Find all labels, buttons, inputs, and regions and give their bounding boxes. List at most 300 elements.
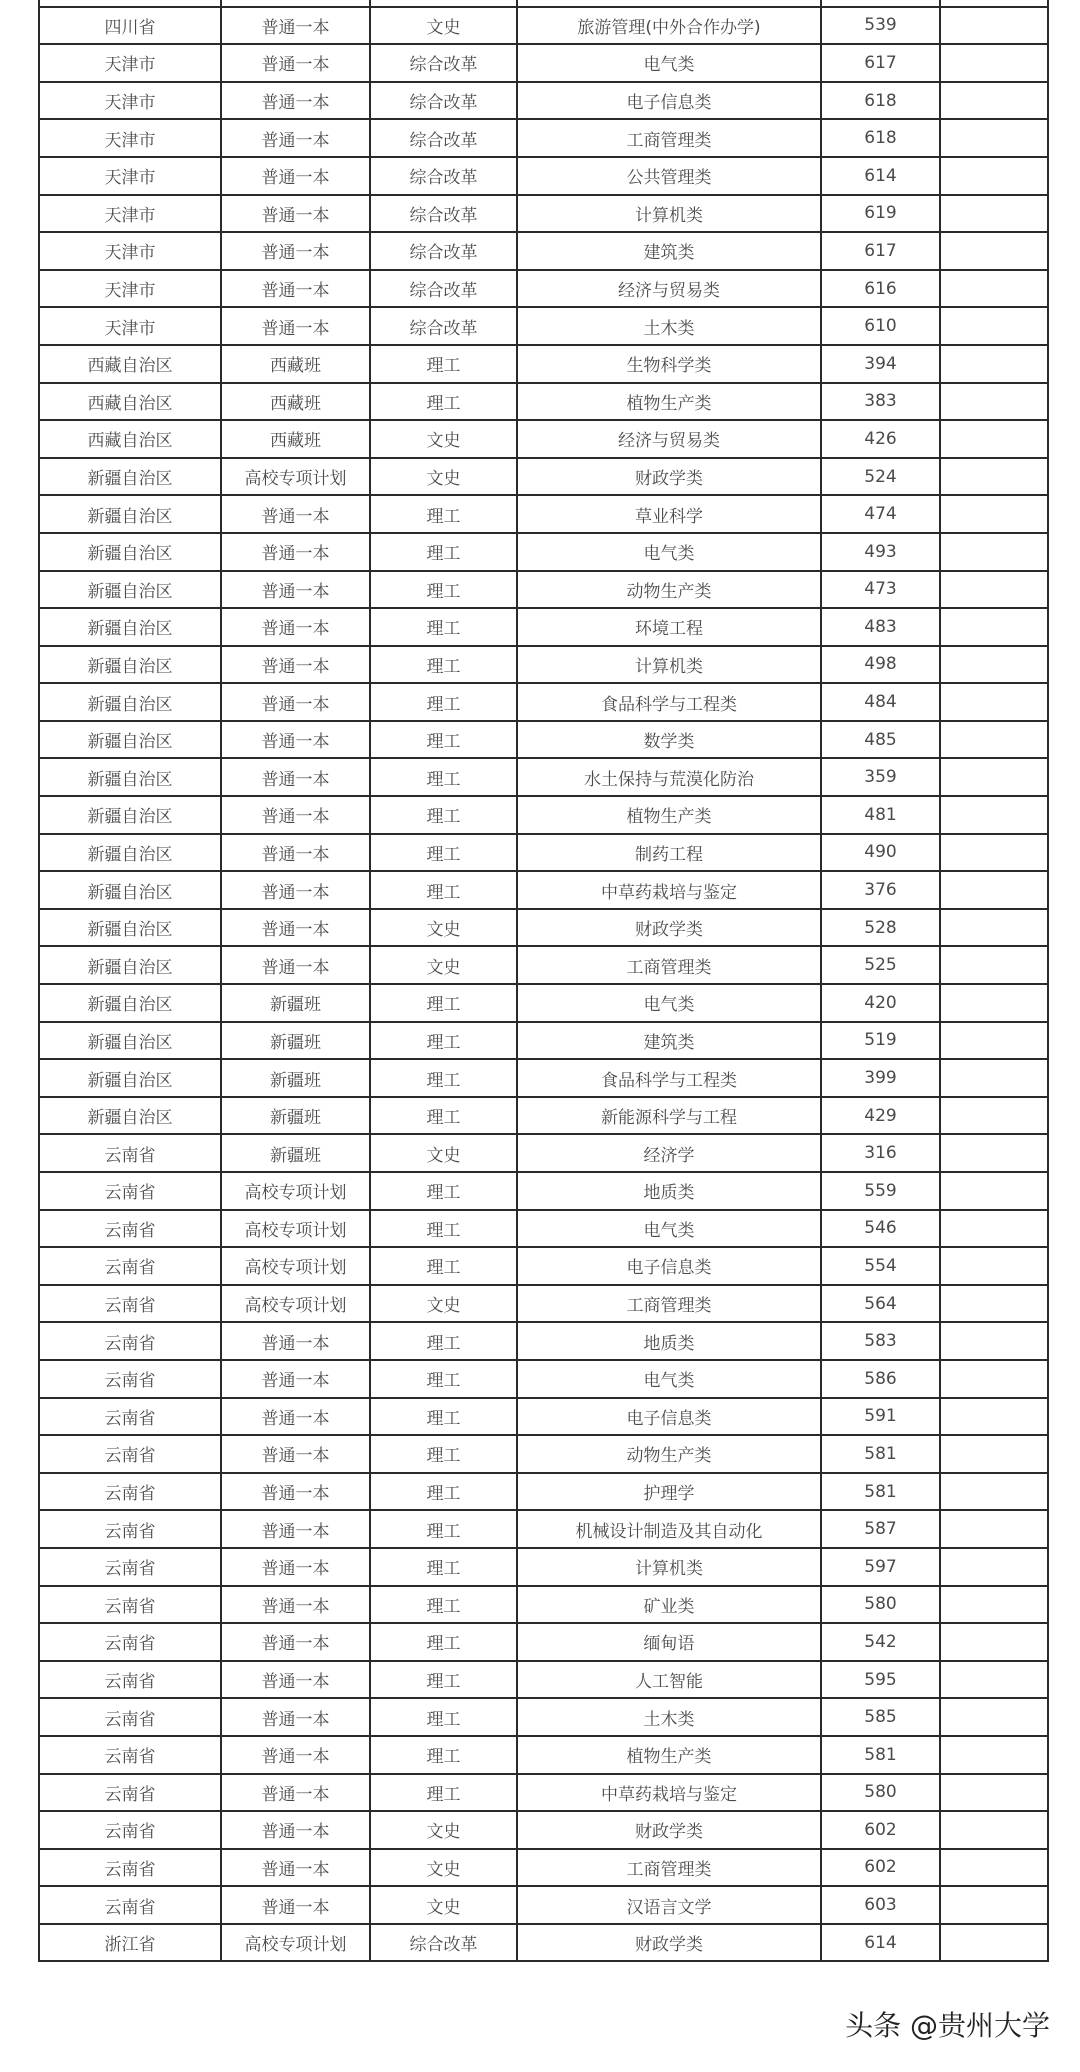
cell-province: 云南省 — [39, 1548, 221, 1586]
cell-subject: 文史 — [370, 1811, 517, 1849]
cell-score: 617 — [821, 44, 940, 82]
cell-score: 542 — [821, 1623, 940, 1661]
cell-remark — [940, 307, 1048, 345]
cell-subject: 综合改革 — [370, 232, 517, 270]
cell-batch: 普通一本 — [221, 307, 370, 345]
cell-subject: 综合改革 — [370, 1924, 517, 1962]
cell-remark — [940, 796, 1048, 834]
cell-batch: 普通一本 — [221, 44, 370, 82]
cell-major: 草业科学 — [517, 495, 821, 533]
cell-province: 云南省 — [39, 1661, 221, 1699]
table-row — [39, 495, 1048, 533]
cell-province: 天津市 — [39, 44, 221, 82]
cell-province: 云南省 — [39, 1736, 221, 1774]
cell-province: 云南省 — [39, 1285, 221, 1323]
cell-remark — [940, 44, 1048, 82]
cell-score: 614 — [821, 1924, 940, 1962]
cell-batch: 普通一本 — [221, 909, 370, 947]
cell-batch: 普通一本 — [221, 1398, 370, 1436]
cell-subject: 理工 — [370, 533, 517, 571]
cell-subject: 理工 — [370, 1774, 517, 1812]
cell-province: 天津市 — [39, 157, 221, 195]
cell-subject: 理工 — [370, 1510, 517, 1548]
cell-empty — [821, 0, 940, 7]
cell-major: 电气类 — [517, 984, 821, 1022]
table-row — [39, 1698, 1048, 1736]
cell-remark — [940, 1811, 1048, 1849]
cell-score: 602 — [821, 1811, 940, 1849]
cell-subject: 综合改革 — [370, 82, 517, 120]
cell-batch: 新疆班 — [221, 1134, 370, 1172]
cell-province: 云南省 — [39, 1134, 221, 1172]
table-row — [39, 1886, 1048, 1924]
cell-province: 云南省 — [39, 1247, 221, 1285]
cell-subject: 文史 — [370, 1849, 517, 1887]
cell-major: 旅游管理(中外合作办学) — [517, 7, 821, 45]
cell-major: 食品科学与工程类 — [517, 1059, 821, 1097]
cell-batch: 普通一本 — [221, 1661, 370, 1699]
cell-score: 559 — [821, 1172, 940, 1210]
table-row — [39, 834, 1048, 872]
cell-subject: 理工 — [370, 383, 517, 421]
cell-major: 经济与贸易类 — [517, 420, 821, 458]
cell-batch: 普通一本 — [221, 1360, 370, 1398]
cell-subject: 综合改革 — [370, 157, 517, 195]
table-row — [39, 721, 1048, 759]
cell-remark — [940, 195, 1048, 233]
cell-province: 新疆自治区 — [39, 984, 221, 1022]
cell-major: 矿业类 — [517, 1586, 821, 1624]
cell-subject: 理工 — [370, 1022, 517, 1060]
table-row — [39, 1172, 1048, 1210]
table-row — [39, 1473, 1048, 1511]
cell-remark — [940, 608, 1048, 646]
cell-subject: 综合改革 — [370, 307, 517, 345]
cell-major: 计算机类 — [517, 195, 821, 233]
cell-remark — [940, 946, 1048, 984]
cell-subject: 理工 — [370, 608, 517, 646]
cell-remark — [940, 420, 1048, 458]
cell-major: 电气类 — [517, 44, 821, 82]
table-row — [39, 1811, 1048, 1849]
cell-major: 中草药栽培与鉴定 — [517, 1774, 821, 1812]
cell-empty — [370, 0, 517, 7]
cell-subject: 理工 — [370, 758, 517, 796]
table-row — [39, 796, 1048, 834]
cell-remark — [940, 1435, 1048, 1473]
cell-batch: 普通一本 — [221, 946, 370, 984]
cell-major: 财政学类 — [517, 909, 821, 947]
cell-remark — [940, 1849, 1048, 1887]
cell-score: 490 — [821, 834, 940, 872]
cell-score: 619 — [821, 195, 940, 233]
cell-score: 484 — [821, 683, 940, 721]
cell-major: 水土保持与荒漠化防治 — [517, 758, 821, 796]
table-row — [39, 1924, 1048, 1962]
table-row — [39, 0, 1048, 7]
cell-major: 建筑类 — [517, 232, 821, 270]
cell-subject: 理工 — [370, 1322, 517, 1360]
cell-remark — [940, 1398, 1048, 1436]
cell-major: 公共管理类 — [517, 157, 821, 195]
cell-batch: 普通一本 — [221, 1736, 370, 1774]
table-row — [39, 683, 1048, 721]
cell-batch: 普通一本 — [221, 1435, 370, 1473]
cell-remark — [940, 571, 1048, 609]
cell-batch: 普通一本 — [221, 871, 370, 909]
cell-subject: 理工 — [370, 1548, 517, 1586]
cell-score: 618 — [821, 82, 940, 120]
cell-remark — [940, 1059, 1048, 1097]
cell-subject: 理工 — [370, 871, 517, 909]
cell-subject: 理工 — [370, 1398, 517, 1436]
cell-subject: 理工 — [370, 1473, 517, 1511]
cell-subject: 综合改革 — [370, 270, 517, 308]
cell-province: 浙江省 — [39, 1924, 221, 1962]
cell-major: 地质类 — [517, 1172, 821, 1210]
table-row — [39, 1097, 1048, 1135]
cell-province: 西藏自治区 — [39, 383, 221, 421]
table-row — [39, 420, 1048, 458]
table-row — [39, 758, 1048, 796]
cell-province: 新疆自治区 — [39, 909, 221, 947]
cell-major: 制药工程 — [517, 834, 821, 872]
cell-score: 597 — [821, 1548, 940, 1586]
table-row — [39, 984, 1048, 1022]
cell-remark — [940, 758, 1048, 796]
cell-remark — [940, 1322, 1048, 1360]
cell-remark — [940, 1210, 1048, 1248]
cell-batch: 新疆班 — [221, 1097, 370, 1135]
cell-remark — [940, 1360, 1048, 1398]
cell-batch: 普通一本 — [221, 796, 370, 834]
table-row — [39, 1586, 1048, 1624]
cell-subject: 理工 — [370, 1210, 517, 1248]
cell-major: 财政学类 — [517, 1924, 821, 1962]
cell-score: 546 — [821, 1210, 940, 1248]
cell-remark — [940, 1548, 1048, 1586]
cell-subject: 理工 — [370, 1623, 517, 1661]
cell-major: 植物生产类 — [517, 796, 821, 834]
cell-major: 护理学 — [517, 1473, 821, 1511]
cell-score: 316 — [821, 1134, 940, 1172]
cell-major: 人工智能 — [517, 1661, 821, 1699]
cell-province: 云南省 — [39, 1774, 221, 1812]
cell-subject: 文史 — [370, 458, 517, 496]
cell-province: 云南省 — [39, 1322, 221, 1360]
cell-score: 554 — [821, 1247, 940, 1285]
cell-remark — [940, 1586, 1048, 1624]
cell-major: 电气类 — [517, 533, 821, 571]
cell-batch: 高校专项计划 — [221, 1247, 370, 1285]
cell-subject: 文史 — [370, 1285, 517, 1323]
cell-empty — [517, 0, 821, 7]
cell-remark — [940, 1774, 1048, 1812]
cell-province: 新疆自治区 — [39, 458, 221, 496]
cell-remark — [940, 683, 1048, 721]
cell-province: 新疆自治区 — [39, 721, 221, 759]
cell-province: 云南省 — [39, 1849, 221, 1887]
cell-batch: 高校专项计划 — [221, 1285, 370, 1323]
cell-score: 498 — [821, 646, 940, 684]
cell-subject: 综合改革 — [370, 44, 517, 82]
cell-remark — [940, 646, 1048, 684]
cell-batch: 普通一本 — [221, 721, 370, 759]
cell-batch: 西藏班 — [221, 420, 370, 458]
cell-major: 动物生产类 — [517, 571, 821, 609]
cell-batch: 普通一本 — [221, 270, 370, 308]
admission-score-table — [38, 0, 1049, 1962]
cell-major: 电子信息类 — [517, 82, 821, 120]
cell-remark — [940, 834, 1048, 872]
cell-batch: 普通一本 — [221, 1548, 370, 1586]
table-row — [39, 157, 1048, 195]
cell-province: 云南省 — [39, 1510, 221, 1548]
cell-batch: 普通一本 — [221, 7, 370, 45]
cell-major: 缅甸语 — [517, 1623, 821, 1661]
cell-province: 新疆自治区 — [39, 758, 221, 796]
cell-province: 新疆自治区 — [39, 495, 221, 533]
cell-remark — [940, 721, 1048, 759]
cell-subject: 文史 — [370, 420, 517, 458]
table-row — [39, 1398, 1048, 1436]
cell-subject: 文史 — [370, 909, 517, 947]
cell-batch: 普通一本 — [221, 82, 370, 120]
cell-province: 新疆自治区 — [39, 1097, 221, 1135]
cell-major: 计算机类 — [517, 1548, 821, 1586]
cell-batch: 高校专项计划 — [221, 1210, 370, 1248]
cell-province: 新疆自治区 — [39, 646, 221, 684]
cell-batch: 新疆班 — [221, 984, 370, 1022]
cell-province: 新疆自治区 — [39, 608, 221, 646]
cell-major: 电子信息类 — [517, 1247, 821, 1285]
cell-score: 376 — [821, 871, 940, 909]
table-row — [39, 646, 1048, 684]
cell-province: 云南省 — [39, 1435, 221, 1473]
table-row — [39, 1247, 1048, 1285]
cell-subject: 文史 — [370, 1134, 517, 1172]
cell-province: 天津市 — [39, 82, 221, 120]
cell-remark — [940, 1022, 1048, 1060]
cell-major: 土木类 — [517, 307, 821, 345]
cell-major: 动物生产类 — [517, 1435, 821, 1473]
table-row — [39, 1059, 1048, 1097]
table-row — [39, 270, 1048, 308]
cell-major: 食品科学与工程类 — [517, 683, 821, 721]
cell-score: 617 — [821, 232, 940, 270]
cell-subject: 理工 — [370, 495, 517, 533]
table-row — [39, 608, 1048, 646]
cell-score: 519 — [821, 1022, 940, 1060]
cell-remark — [940, 1285, 1048, 1323]
cell-score: 394 — [821, 345, 940, 383]
cell-subject: 理工 — [370, 1435, 517, 1473]
cell-major: 电气类 — [517, 1360, 821, 1398]
table-row — [39, 383, 1048, 421]
cell-score: 616 — [821, 270, 940, 308]
cell-province: 天津市 — [39, 307, 221, 345]
cell-subject: 理工 — [370, 834, 517, 872]
cell-batch: 普通一本 — [221, 195, 370, 233]
cell-remark — [940, 1924, 1048, 1962]
cell-score: 602 — [821, 1849, 940, 1887]
cell-remark — [940, 1736, 1048, 1774]
cell-score: 580 — [821, 1586, 940, 1624]
table-row — [39, 1623, 1048, 1661]
cell-province: 云南省 — [39, 1698, 221, 1736]
cell-remark — [940, 1473, 1048, 1511]
table-row — [39, 571, 1048, 609]
cell-batch: 西藏班 — [221, 383, 370, 421]
cell-score: 493 — [821, 533, 940, 571]
cell-major: 建筑类 — [517, 1022, 821, 1060]
cell-score: 591 — [821, 1398, 940, 1436]
cell-score: 539 — [821, 7, 940, 45]
cell-batch: 普通一本 — [221, 1849, 370, 1887]
table-row — [39, 1022, 1048, 1060]
cell-major: 中草药栽培与鉴定 — [517, 871, 821, 909]
cell-province: 天津市 — [39, 119, 221, 157]
table-row — [39, 1510, 1048, 1548]
cell-remark — [940, 1661, 1048, 1699]
cell-major: 电气类 — [517, 1210, 821, 1248]
table-row — [39, 946, 1048, 984]
cell-batch: 高校专项计划 — [221, 1172, 370, 1210]
table-row — [39, 119, 1048, 157]
cell-score: 580 — [821, 1774, 940, 1812]
cell-empty — [221, 0, 370, 7]
cell-province: 新疆自治区 — [39, 834, 221, 872]
table-row — [39, 1435, 1048, 1473]
cell-province: 云南省 — [39, 1473, 221, 1511]
cell-province: 天津市 — [39, 195, 221, 233]
cell-score: 581 — [821, 1435, 940, 1473]
cell-batch: 高校专项计划 — [221, 458, 370, 496]
cell-remark — [940, 1247, 1048, 1285]
cell-batch: 普通一本 — [221, 1811, 370, 1849]
cell-major: 数学类 — [517, 721, 821, 759]
cell-subject: 综合改革 — [370, 119, 517, 157]
cell-province: 新疆自治区 — [39, 946, 221, 984]
cell-batch: 普通一本 — [221, 1886, 370, 1924]
cell-subject: 理工 — [370, 1360, 517, 1398]
cell-score: 595 — [821, 1661, 940, 1699]
cell-remark — [940, 458, 1048, 496]
cell-remark — [940, 232, 1048, 270]
cell-remark — [940, 1134, 1048, 1172]
cell-batch: 普通一本 — [221, 1586, 370, 1624]
cell-score: 420 — [821, 984, 940, 1022]
table-row — [39, 345, 1048, 383]
table-row — [39, 44, 1048, 82]
cell-remark — [940, 1172, 1048, 1210]
cell-remark — [940, 82, 1048, 120]
cell-batch: 普通一本 — [221, 119, 370, 157]
cell-remark — [940, 7, 1048, 45]
cell-province: 云南省 — [39, 1886, 221, 1924]
watermark: 头条 @贵州大学 — [845, 2009, 1050, 2042]
table-row — [39, 1322, 1048, 1360]
cell-score: 485 — [821, 721, 940, 759]
cell-remark — [940, 984, 1048, 1022]
cell-batch: 普通一本 — [221, 758, 370, 796]
cell-major: 电子信息类 — [517, 1398, 821, 1436]
cell-score: 581 — [821, 1736, 940, 1774]
cell-major: 机械设计制造及其自动化 — [517, 1510, 821, 1548]
cell-province: 四川省 — [39, 7, 221, 45]
table-row — [39, 1134, 1048, 1172]
cell-province: 新疆自治区 — [39, 533, 221, 571]
cell-score: 586 — [821, 1360, 940, 1398]
cell-remark — [940, 1623, 1048, 1661]
cell-major: 植物生产类 — [517, 383, 821, 421]
table-row — [39, 1774, 1048, 1812]
cell-score: 524 — [821, 458, 940, 496]
cell-score: 614 — [821, 157, 940, 195]
cell-province: 新疆自治区 — [39, 683, 221, 721]
table-row — [39, 458, 1048, 496]
cell-subject: 理工 — [370, 721, 517, 759]
cell-batch: 普通一本 — [221, 683, 370, 721]
cell-major: 汉语言文学 — [517, 1886, 821, 1924]
cell-subject: 理工 — [370, 984, 517, 1022]
cell-major: 植物生产类 — [517, 1736, 821, 1774]
cell-major: 生物科学类 — [517, 345, 821, 383]
cell-score: 383 — [821, 383, 940, 421]
cell-score: 474 — [821, 495, 940, 533]
cell-province: 云南省 — [39, 1623, 221, 1661]
cell-subject: 文史 — [370, 7, 517, 45]
table-row — [39, 1548, 1048, 1586]
cell-subject: 文史 — [370, 946, 517, 984]
cell-major: 经济学 — [517, 1134, 821, 1172]
cell-major: 工商管理类 — [517, 1849, 821, 1887]
cell-batch: 普通一本 — [221, 1623, 370, 1661]
cell-score: 481 — [821, 796, 940, 834]
cell-subject: 理工 — [370, 796, 517, 834]
table-row — [39, 871, 1048, 909]
cell-major: 工商管理类 — [517, 119, 821, 157]
cell-major: 新能源科学与工程 — [517, 1097, 821, 1135]
cell-score: 528 — [821, 909, 940, 947]
cell-major: 土木类 — [517, 1698, 821, 1736]
cell-score: 525 — [821, 946, 940, 984]
cell-subject: 文史 — [370, 1886, 517, 1924]
table-row — [39, 1661, 1048, 1699]
table-row — [39, 307, 1048, 345]
cell-score: 610 — [821, 307, 940, 345]
cell-province: 新疆自治区 — [39, 571, 221, 609]
table-row — [39, 7, 1048, 45]
table-row — [39, 1849, 1048, 1887]
cell-batch: 普通一本 — [221, 232, 370, 270]
cell-major: 计算机类 — [517, 646, 821, 684]
cell-major: 环境工程 — [517, 608, 821, 646]
cell-province: 新疆自治区 — [39, 871, 221, 909]
cell-major: 经济与贸易类 — [517, 270, 821, 308]
cell-remark — [940, 157, 1048, 195]
cell-subject: 理工 — [370, 646, 517, 684]
table-row — [39, 232, 1048, 270]
cell-score: 603 — [821, 1886, 940, 1924]
cell-major: 财政学类 — [517, 1811, 821, 1849]
cell-province: 云南省 — [39, 1811, 221, 1849]
cell-remark — [940, 1698, 1048, 1736]
cell-score: 359 — [821, 758, 940, 796]
cell-province: 西藏自治区 — [39, 345, 221, 383]
cell-province: 云南省 — [39, 1210, 221, 1248]
cell-province: 新疆自治区 — [39, 1059, 221, 1097]
